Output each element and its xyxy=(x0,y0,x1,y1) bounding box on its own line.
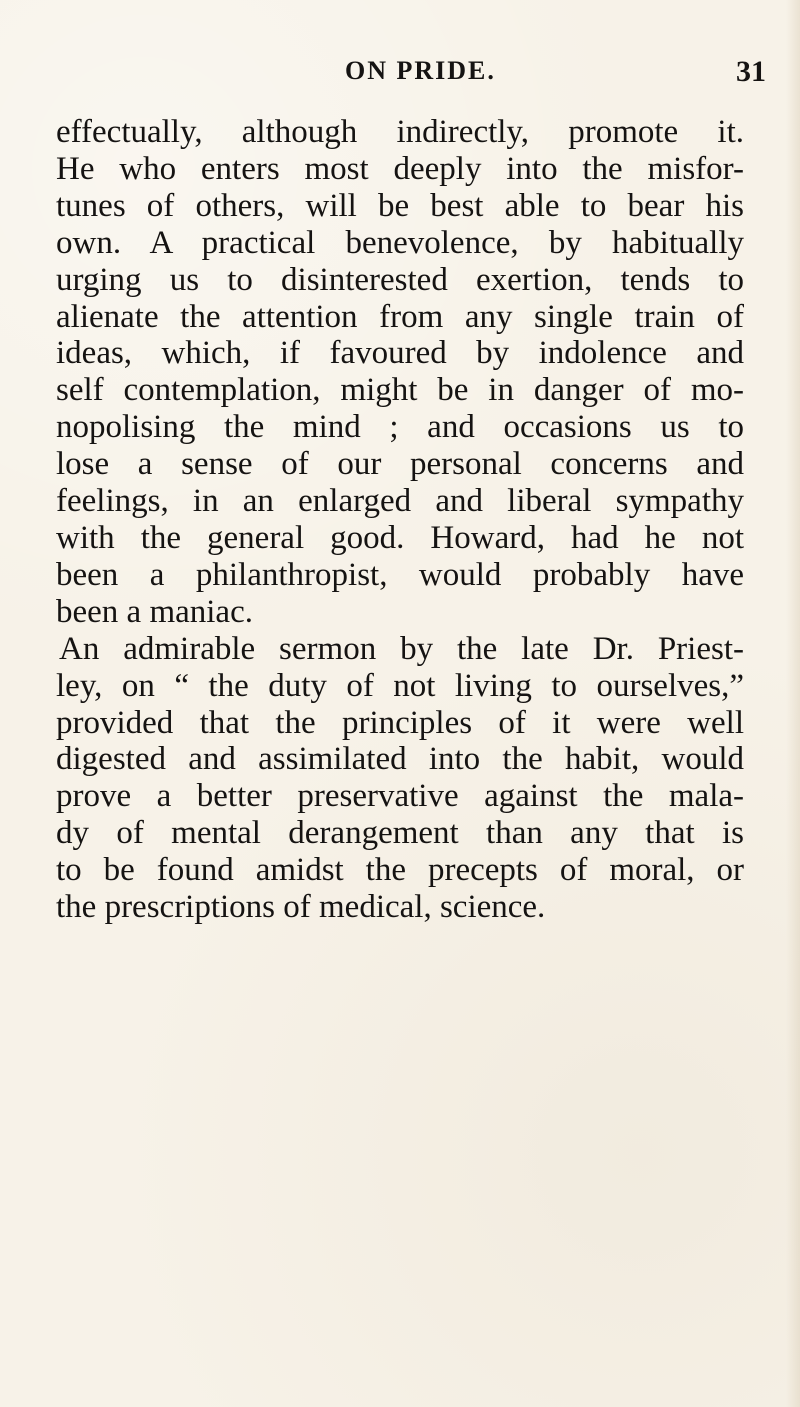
text-line: ideas, which, if favoured by indolence and xyxy=(56,335,744,372)
text-line: effectually, although indirectly, promote it. xyxy=(56,114,744,150)
page-number: 31 xyxy=(736,55,766,88)
text-line: nopolising the mind ; and occasions us to xyxy=(56,409,744,446)
running-title: ON PRIDE. xyxy=(345,56,496,85)
text-line: An admirable sermon by the late Dr. Priest- xyxy=(59,630,744,667)
text-line: urging us to disinterested exertion, tends to xyxy=(56,261,744,298)
text-line: self contemplation, might be in danger of mo- xyxy=(56,372,744,409)
text-line: alienate the attention from any single train of xyxy=(56,298,744,335)
text-line: provided that the principles of it were well xyxy=(56,704,744,741)
text-line: lose a sense of our personal concerns and xyxy=(56,446,744,483)
text-line: ley, on “ the duty of not living to ourselves,” xyxy=(56,667,744,704)
text-line: tunes of others, will be best able to bear his xyxy=(56,187,744,224)
body-text xyxy=(56,114,744,926)
text-line: prove a better preservative against the mala- xyxy=(56,778,744,815)
text-line: feelings, in an enlarged and liberal sympathy xyxy=(56,483,744,520)
page-header xyxy=(0,55,800,98)
text-line: been a philanthropist, would probably have xyxy=(56,556,744,593)
text-line: own. A practical benevolence, by habitually xyxy=(56,224,744,261)
text-line: dy of mental derangement than any that is xyxy=(56,815,744,852)
text-line: with the general good. Howard, had he not xyxy=(56,519,744,556)
page-edge-shadow xyxy=(786,0,800,1407)
text-line: digested and assimilated into the habit, would xyxy=(56,741,744,778)
text-line: the prescriptions of medical, science. xyxy=(56,889,546,926)
text-line: He who enters most deeply into the misfor- xyxy=(56,150,744,187)
text-line: been a maniac. xyxy=(56,593,253,630)
text-line: to be found amidst the precepts of moral, or xyxy=(56,852,744,889)
